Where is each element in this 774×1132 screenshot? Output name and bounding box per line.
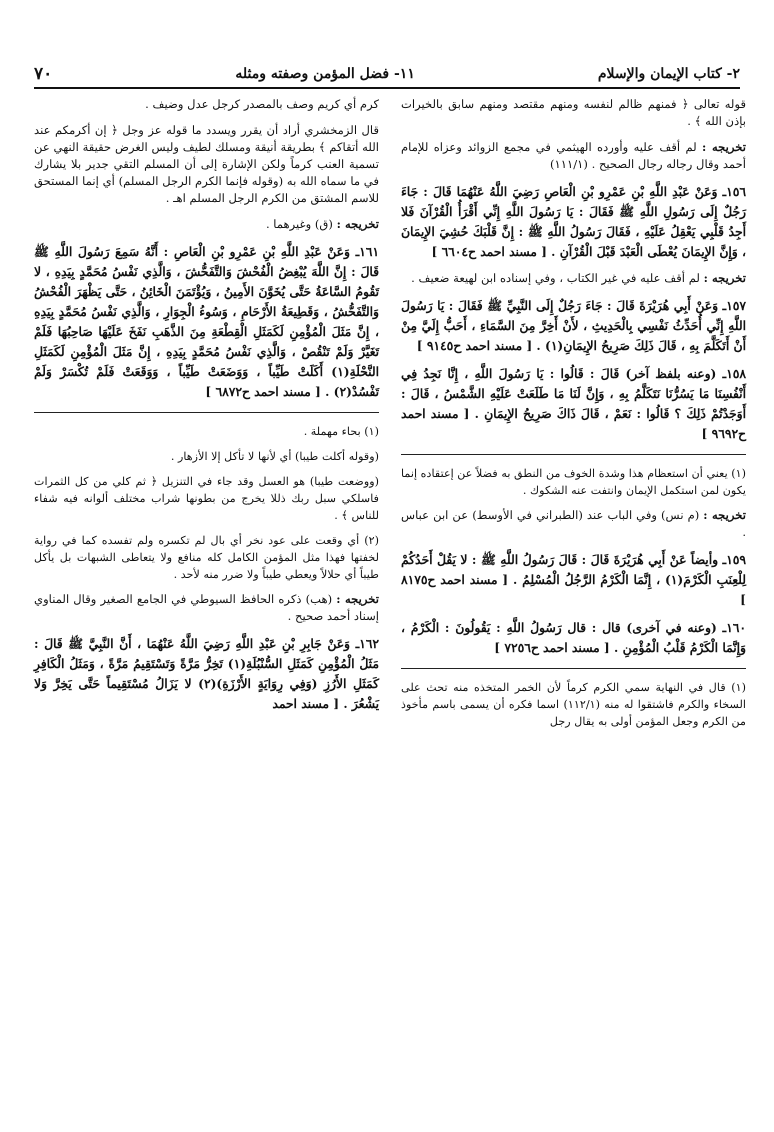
page-header	[34, 62, 740, 86]
takhrij-label: تخريجه :	[336, 217, 379, 231]
takhrij-text: لم أقف عليه وأورده الهيثمي في مجمع الزوائد وعزاه للإمام أحمد وقال رجاله رجال الصحيح . (١١١/١)	[401, 140, 746, 171]
chapter-title: ٢- كتاب الإيمان والإسلام	[597, 66, 740, 82]
takhrij-label: تخريجه :	[336, 592, 379, 606]
page-number: ٧٠	[34, 64, 53, 84]
takhrij-text: (هب) ذكره الحافظ السيوطي في الجامع الصغير وقال المناوي إسناد أحمد صحيح .	[34, 592, 379, 623]
verse-text: قوله تعالى ﴿ فمنهم ظالم لنفسه ومنهم مقتصد ومنهم سابق بالخيرات بإذن الله ﴾ .	[401, 97, 746, 128]
hadith-156: ١٥٦ـ وَعَنْ عَبْدِ اللَّهِ بْنِ عَمْرِو بْنِ الْعَاصِ رَضِيَ اللَّهُ عَنْهُمَا قَالَ : جَاءَ رَجُلٌ إِلَى رَسُولِ اللَّهِ ﷺ فَقَالَ : يَا رَسُولَ اللَّهِ إِنِّي أَقْرَأُ الْقُرْآنَ فَلا أَجِدُ قَلْبِي يَعْقِلُ عَلَيْهِ ، فَقَالَ رَسُولُ اللَّهِ ﷺ : إِنَّ قَلْبَكَ حُشِيَ الإِيمَانَ ، وَإِنَّ الإِيمَانَ يُعْطَى الْعَبْدَ قَبْلَ الْقُرْآنِ . [ مسند احمد ح٦٦٠٤ ]	[401, 184, 746, 259]
footnote: (١) بحاء مهملة .	[303, 425, 379, 438]
takhrij-paragraph	[34, 591, 379, 625]
footnote: (ووضعت طيبا) هو العسل وقد جاء في التنزيل ﴿ ثم كلي من كل الثمرات فاسلكي سبل ربك ذللا يخرج من بطونها شراب مختلف ألوانه فيه شفاء للناس ﴾ .	[34, 475, 379, 522]
hadith-159: ١٥٩ـ وأيضاً عَنْ أَبِي هُرَيْرَةَ قَالَ : قَالَ رَسُولُ اللَّهِ ﷺ : لا يَقُلْ أَحَدُكُمْ لِلْعِنَبِ الْكَرْمَ(١) ، إِنَّمَا الْكَرْمُ الرَّجُلُ الْمُسْلِمُ . [ مسند احمد ح٨١٧٥ ]	[401, 552, 746, 607]
commentary-paragraph: قال الزمخشري أراد أن يقرر ويسدد ما قوله عز وجل ﴿ إن أكرمكم عند الله أتقاكم ﴾ بطريقة أنيقة ومسلك لطيف وليس الغرض حقيقة النهي عن تسمية العنب كرماً ولكن الإشارة إلى أن المسلم التقي جدير بلا يشارك في ما سماه الله به (وقوله فإنما الكرم الرجل المسلم) أي إنما المستحق للاسم المشتق من الكرم الرجل المسلم اهـ .	[34, 123, 379, 205]
header-rule	[34, 87, 740, 89]
footnote: (٢) أي وقعت على عود نخر أي بال لم تكسره ولم تفسده كما في رواية لخفتها فهذا مثل المؤمن الكامل كله منافع ولا يتعاطى الشبهات بل يأكل طيباً أي حلالاً ويعطي طيباً ولا ضرر منه لأحد .	[34, 534, 379, 581]
hadith-158: ١٥٨ـ (وعنه بلفظ آخر) قَالَ : قَالُوا : يَا رَسُولَ اللَّهِ ، إِنَّا نَجِدُ فِي أَنْفُسِنَا مَا يَسُرُّنَا نَتَكَلَّمُ بِهِ ، وَإِنَّ لَنَا مَا طَلَعَتْ عَلَيْهِ الشَّمْسُ ، قَالَ : أَوَجَدْتُمْ ذَلِكَ ؟ قَالُوا : نَعَمْ ، قَالَ ذَاكَ صَرِيحُ الإِيمَانِ . [ مسند احمد ح٩٦٩٢ ]	[401, 366, 746, 441]
hadith-157: ١٥٧ـ وَعَنْ أَبِي هُرَيْرَةَ قَالَ : جَاءَ رَجُلٌ إِلَى النَّبِيِّ ﷺ فَقَالَ : يَا رَسُولَ اللَّهِ إِنِّي أُحَدِّثُ نَفْسِي بِالْحَدِيثِ ، لأَنْ أَخِرَّ مِنَ السَّمَاءِ ، أَحَبُّ إِلَيَّ مِنْ أَنْ أَتَكَلَّمَ بِهِ ، قَالَ ذَلِكَ صَرِيحُ الإِيمَانِ(١) . [ مسند احمد ح٩١٤٥ ]	[401, 298, 746, 353]
hadith-160: ١٦٠ـ (وعنه في آخرى) قال : قال رَسُولُ اللَّهِ : يَقُولُونَ : الْكَرْمُ ، وَإِنَّمَا الْكَرْمُ قَلْبُ الْمُؤْمِنِ . [ مسند احمد ح٧٢٥٦ ]	[401, 620, 746, 655]
footnote: (١) يعني أن استعظام هذا وشدة الخوف من النطق به فضلاً عن إعتقاده إنما يكون لمن استكمل الإيمان وانتفت عنه الشكوك .	[401, 467, 746, 497]
footnote-divider	[401, 668, 746, 669]
takhrij-text: (م نس) وفي الباب عند (الطبراني في الأوسط) عن ابن عباس .	[401, 508, 746, 539]
takhrij-paragraph	[401, 270, 746, 287]
section-title: ١١- فضل المؤمن وصفته ومثله	[235, 66, 415, 82]
takhrij-text: لم أقف عليه في غير الكتاب ، وفي إسناده ابن لهيعة ضعيف .	[411, 271, 704, 285]
hadith-161: ١٦١ـ وَعَنْ عَبْدِ اللَّهِ بْنِ عَمْرِو بْنِ الْعَاصِ : أَنَّهُ سَمِعَ رَسُولَ اللَّهِ ﷺ قَالَ : إِنَّ اللَّهَ يُبْغِضُ الْفُحْشَ وَالتَّفَحُّشَ ، وَالَّذِي نَفْسُ مُحَمَّدٍ بِيَدِهِ ، لا تَقُومُ السَّاعَةُ حَتَّى يُخَوَّنَ الأَمِينُ ، وَيُؤْتَمَنَ الْخَائِنُ ، حَتَّى يَظْهَرَ الْفُحْشُ وَالتَّفَحُّشُ ، وَقَطِيعَةُ الأَرْحَامِ ، وَسُوءُ الْجِوَارِ ، وَالَّذِي نَفْسُ مُحَمَّدٍ بِيَدِهِ ، إِنَّ مَثَلَ الْمُؤْمِنِ لَكَمَثَلِ الْقِطْعَةِ مِنَ الذَّهَبِ نَفَخَ عَلَيْهَا صَاحِبُهَا فَلَمْ تَغَيَّرْ وَلَمْ تَنْقُصْ ، وَالَّذِي نَفْسُ مُحَمَّدٍ بِيَدِهِ ، إِنَّ مَثَلَ الْمُؤْمِنِ لَكَمَثَلِ النَّحْلَةِ(١) أَكَلَتْ طَيِّباً ، وَوَضَعَتْ طَيِّباً ، وَوَقَعَتْ فَلَمْ تُكْسَرْ وَلَمْ تَفْسُدْ(٢) . [ مسند احمد ح٦٨٧٢ ]	[34, 244, 379, 399]
footnote-divider	[401, 454, 746, 455]
takhrij-label: تخريجه :	[703, 271, 746, 285]
takhrij-paragraph	[34, 216, 379, 233]
right-column	[401, 96, 746, 738]
takhrij-paragraph	[401, 507, 746, 541]
footnote: (وقوله أكلت طيبا) أي لأنها لا تأكل إلا الأزهار .	[170, 450, 379, 463]
takhrij-paragraph	[401, 139, 746, 173]
footnote-divider	[34, 412, 379, 413]
hadith-162: ١٦٢ـ وَعَنْ جَابِرِ بْنِ عَبْدِ اللَّهِ رَضِيَ اللَّهُ عَنْهُمَا ، أَنَّ النَّبِيَّ ﷺ قَالَ : مَثَلُ الْمُؤْمِنِ كَمَثَلِ السُّنْبُلَةِ(١) تَخِرُّ مَرَّةً وَتَسْتَقِيمُ مَرَّةً ، وَمَثَلُ الْكَافِرِ كَمَثَلِ الأَرُزِ (وَفِي رِوَايَةٍ الأَرْزَةِ)(٢) لا يَزَالُ مُسْتَقِيماً حَتَّى يَخِرَّ وَلا يَشْعُرَ . [ مسند احمد	[34, 636, 379, 711]
takhrij-label: تخريجه :	[702, 140, 746, 154]
footnote: (١) قال في النهاية سمي الكرم كرماً لأن الخمر المتخذه منه تحث على السخاء والكرم فاشتقوا له منه (١١٢/١) اسما فكره أن يسمى باسم مأخوذ من الكرم وجعل المؤمن أولى به يقال رجل	[401, 681, 746, 728]
footnote-continuation: كرم أي كريم وصف بالمصدر كرجل عدل وضيف .	[145, 97, 379, 111]
left-column	[34, 96, 379, 722]
takhrij-text: (ق) وغيرهما .	[265, 217, 337, 231]
takhrij-label: تخريجه :	[703, 508, 746, 522]
